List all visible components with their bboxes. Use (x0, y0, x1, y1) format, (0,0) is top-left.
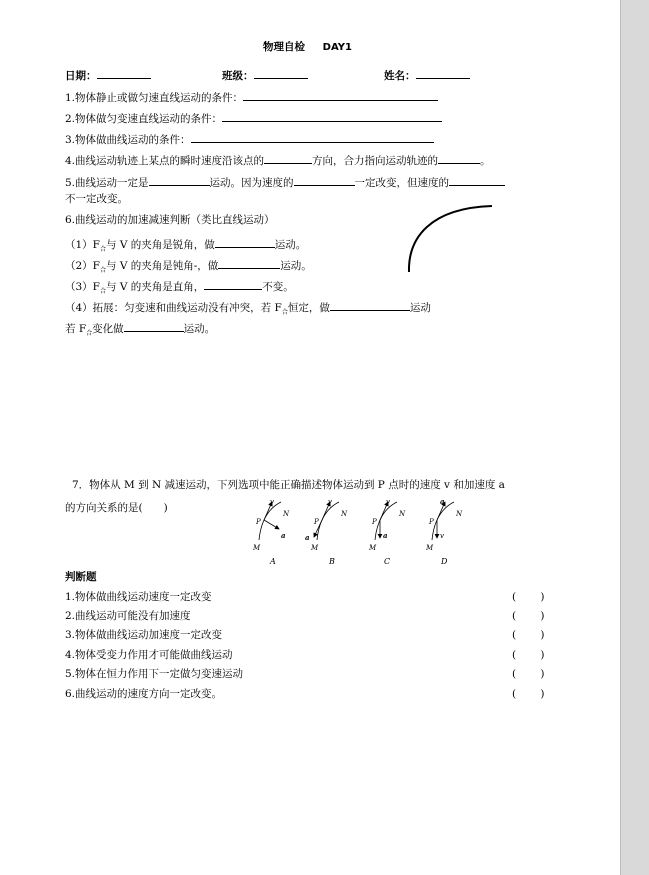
question-3-text: 3.物体做曲线运动的条件： (65, 134, 191, 146)
question-4-text-c: 。 (480, 155, 491, 167)
judge-answer-1[interactable]: ( ) (512, 591, 545, 603)
q6-1-text-a: （1）F (65, 239, 100, 251)
q6-5-text-c: 运动。 (183, 323, 216, 335)
q6-1-text-b: 与 V 的夹角是锐角，做 (105, 239, 215, 251)
option-a-a: a (281, 531, 286, 540)
option-d-v: v (440, 532, 444, 540)
option-a-curve (259, 502, 281, 540)
q6-5-text-b: 变化做 (92, 323, 124, 335)
q6-4-text-c: 运动 (409, 302, 431, 314)
option-c-a: a (383, 531, 388, 540)
class-field (222, 67, 308, 83)
question-4-blank-2[interactable] (438, 152, 480, 164)
option-d-label: D (441, 557, 448, 566)
option-a-m: M (253, 544, 261, 552)
name-label: 姓名： (384, 70, 416, 82)
question-2-blank[interactable] (222, 110, 442, 122)
judge-title: 判断题 (65, 571, 97, 583)
option-c-v: v (386, 498, 390, 506)
question-5-blank-3[interactable] (449, 174, 505, 186)
question-1 (65, 89, 438, 105)
q6-3-text-c: 不变。 (262, 281, 294, 293)
q6-4-text-a: （4）拓展：匀变速和曲线运动没有冲突，若 F (65, 302, 282, 314)
question-5-cont (65, 193, 128, 206)
option-d-m: M (426, 544, 434, 552)
judge-answer-6[interactable]: ( ) (512, 688, 545, 700)
option-d-n: N (456, 510, 463, 518)
question-1-blank[interactable] (243, 89, 438, 101)
judge-item-1: 1.物体做曲线运动速度一定改变 (65, 591, 212, 603)
question-4-text-b: 方向，合力指向运动轨迹的 (312, 155, 439, 167)
name-blank[interactable] (416, 67, 470, 79)
q6-4-blank[interactable] (330, 299, 410, 311)
date-blank[interactable] (97, 67, 151, 79)
trajectory-curve (409, 206, 492, 272)
option-b-p: P (314, 518, 319, 526)
question-7-line-1: 7．物体从 M 到 N 减速运动，下列选项中能正确描述物体运动到 P 点时的速度 v 和加速度 a (72, 479, 505, 491)
question-3 (65, 131, 434, 147)
subscript-he: 合 (281, 309, 288, 317)
q6-3-blank[interactable] (204, 278, 262, 290)
judge-item-3: 3.物体做曲线运动加速度一定改变 (65, 629, 223, 641)
q6-5-blank[interactable] (124, 320, 184, 332)
option-d-p: P (429, 518, 434, 526)
question-6-item-5 (65, 320, 215, 340)
question-1-text: 1.物体静止或做匀速直线运动的条件： (65, 92, 244, 104)
subscript-he: 合 (99, 288, 106, 296)
option-b-diagram[interactable] (305, 498, 348, 566)
judge-item-6: 6.曲线运动的速度方向一定改变。 (65, 688, 223, 700)
judge-answer-2[interactable]: ( ) (512, 610, 545, 622)
option-a-v: v (270, 498, 274, 506)
question-5-blank-1[interactable] (149, 174, 210, 186)
question-5-text-d: 不一定改变。 (65, 193, 128, 205)
name-field (384, 67, 470, 83)
question-4-text-a: 4.曲线运动轨迹上某点的瞬时速度沿该点的 (65, 155, 265, 167)
judge-item-5: 5.物体在恒力作用下一定做匀变速运动 (65, 668, 244, 680)
subscript-he: 合 (99, 267, 106, 275)
option-c-diagram[interactable] (368, 498, 406, 566)
subscript-he: 合 (86, 330, 93, 338)
question-2 (65, 110, 442, 126)
option-a-p: P (256, 518, 261, 526)
date-field (65, 67, 151, 83)
option-b-curve (317, 502, 339, 540)
option-c-label: C (384, 557, 391, 566)
worksheet-title (263, 41, 352, 54)
q6-2-text-c: 运动。 (280, 260, 312, 272)
question-4 (65, 152, 491, 168)
q6-2-blank[interactable] (218, 257, 280, 269)
judge-item-2: 2.曲线运动可能没有加速度 (65, 610, 191, 622)
question-6-item-1 (65, 236, 306, 256)
question-7-line-2: 的方向关系的是( ) (65, 502, 168, 514)
question-5-text-c: 一定改变，但速度的 (354, 177, 450, 189)
question-5-blank-2[interactable] (294, 174, 355, 186)
question-6-item-3 (65, 278, 294, 298)
question-6-item-2 (65, 257, 312, 277)
question-5-text-b: 运动。因为速度的 (209, 177, 294, 189)
option-d-diagram[interactable] (425, 497, 463, 566)
q6-4-text-b: 恒定，做 (287, 302, 330, 314)
question-6-title: 6.曲线运动的加速减速判断（类比直线运动） (65, 214, 275, 226)
question-3-blank[interactable] (191, 131, 434, 143)
curve-sketch (400, 200, 500, 280)
option-c-n: N (399, 510, 406, 518)
option-a-diagram[interactable] (252, 498, 290, 566)
option-b-n: N (341, 510, 348, 518)
option-a-a-arrow (264, 520, 279, 529)
q6-3-text-a: （3）F (65, 281, 100, 293)
q6-1-text-c: 运动。 (274, 239, 307, 251)
date-label: 日期： (65, 70, 97, 82)
subscript-he: 合 (99, 246, 106, 254)
class-label: 班级： (222, 70, 254, 82)
class-blank[interactable] (254, 67, 308, 79)
q6-1-blank[interactable] (215, 236, 275, 248)
option-a-label: A (270, 557, 276, 566)
option-b-a: a (305, 533, 310, 542)
judge-item-4: 4.物体受变力作用才可能做曲线运动 (65, 649, 233, 661)
question-2-text: 2.物体做匀变速直线运动的条件： (65, 113, 223, 125)
q6-2-text-b: 与 V 的夹角是钝角-，做 (105, 260, 219, 272)
option-b-label: B (329, 557, 335, 566)
q6-3-text-b: 与 V 的夹角是直角， (105, 281, 205, 293)
option-b-m: M (311, 544, 319, 552)
option-c-p: P (372, 518, 377, 526)
day-label: DAY1 (322, 42, 352, 53)
option-a-n: N (283, 510, 290, 518)
question-4-blank-1[interactable] (264, 152, 312, 164)
option-b-v: v (328, 498, 332, 506)
question-5 (65, 174, 505, 190)
option-c-m: M (369, 544, 377, 552)
judge-answer-3[interactable]: ( ) (512, 629, 545, 641)
question-7-options (245, 496, 475, 568)
title-text: 物理自检 (263, 41, 305, 53)
q6-5-text-a: 若 F (65, 323, 87, 335)
question-5-text-a: 5.曲线运动一定是 (65, 177, 149, 189)
question-6-item-4 (65, 299, 431, 319)
judge-answer-5[interactable]: ( ) (512, 668, 545, 680)
q6-2-text-a: （2）F (65, 260, 100, 272)
option-d-a: a (440, 497, 445, 506)
judge-answer-4[interactable]: ( ) (512, 649, 545, 661)
